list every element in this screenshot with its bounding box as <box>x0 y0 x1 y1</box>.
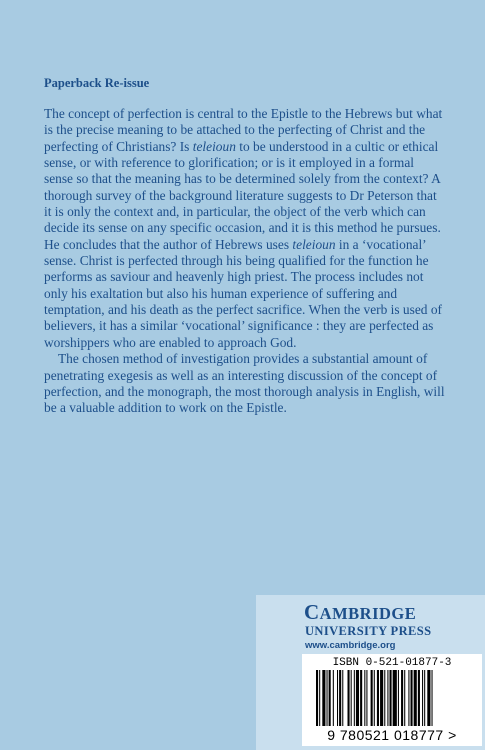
barcode-bar <box>333 670 334 726</box>
publisher-panel <box>256 595 485 750</box>
barcode-bar <box>366 670 367 726</box>
barcode-bar <box>364 670 365 726</box>
barcode-bar <box>348 670 350 726</box>
barcode-bar <box>354 670 355 726</box>
barcode-digits: 9 780521 018777 > <box>327 727 457 743</box>
publisher-website: www.cambridge.org <box>305 640 396 651</box>
barcode-bars <box>312 670 472 726</box>
barcode-bar <box>342 670 343 726</box>
barcode-bar <box>418 670 420 726</box>
barcode-bar <box>390 670 392 726</box>
barcode-bar <box>384 670 385 726</box>
barcode-bar <box>424 670 425 726</box>
barcode-bar <box>393 670 397 726</box>
barcode-bar <box>404 670 405 726</box>
barcode-bar <box>398 670 399 726</box>
publisher-name: CAMBRIDGE <box>304 600 417 624</box>
barcode-bar <box>414 670 417 726</box>
barcode-bar <box>408 670 409 726</box>
barcode-bar <box>380 670 383 726</box>
barcode-bar <box>411 670 413 726</box>
barcode-bar <box>327 670 328 726</box>
barcode-bar <box>427 670 430 726</box>
barcode-bar <box>337 670 338 726</box>
barcode-bar <box>374 670 375 726</box>
barcode-bar <box>387 670 388 726</box>
barcode-bar <box>322 670 325 726</box>
barcode-bar <box>319 670 320 726</box>
barcode-bar <box>329 670 331 726</box>
greek-term: teleioun <box>192 138 236 154</box>
barcode-bar <box>316 670 318 726</box>
barcode-bar <box>339 670 341 726</box>
isbn-label: ISBN 0-521-01877-3 <box>332 657 452 669</box>
paperback-reissue-heading: Paperback Re-issue <box>44 76 150 90</box>
publisher-press-line: UNIVERSITY PRESS <box>305 624 432 638</box>
barcode-bar <box>360 670 362 726</box>
barcode-bar <box>377 670 379 726</box>
barcode-bar <box>351 670 352 726</box>
greek-term: teleioun <box>292 236 336 252</box>
blurb-paragraph-2: The chosen method of investigation provides a substantial amount of penetrating exegesis as well as an interesting discussion of the concept of perfection, and the monograph, the most thorough analysis in English, will be a valuable addition to work on the Epistle. <box>44 351 445 416</box>
barcode-bar <box>401 670 403 726</box>
barcode-bar <box>422 670 423 726</box>
blurb-paragraph-1: The concept of perfection is central to the Epistle to the Hebrews but what is the precise meaning to be attached to the perfecting of Christ and the perfecting of Christians? Is teleioun to be understood in a cultic or ethical sense, or with reference to glorification; or is it employed in a formal sense so that the meaning has to be determined solely from the context? A thorough survey of the background literature suggests to Dr Peterson that it is only the context and, in particular, the object of the verb which can decide its sense on any specific occasion, and it is this method he pursues. He concludes that the author of Hebrews uses teleioun in a ‘vocational’ sense. Christ is perfected through his being qualified for the function he performs as saviour and heavenly high priest. The process includes not only his exaltation but also his human experience of suffering and temptation, and his death as the perfect sacrifice. When the verb is used of believers, it has a similar ‘vocational’ significance : they are perfected as worshippers who are enabled to approach God. <box>44 106 443 350</box>
barcode <box>302 654 482 746</box>
barcode-bar <box>432 670 433 726</box>
blurb-text <box>44 106 446 417</box>
barcode-bar <box>371 670 373 726</box>
barcode-bar <box>356 670 359 726</box>
